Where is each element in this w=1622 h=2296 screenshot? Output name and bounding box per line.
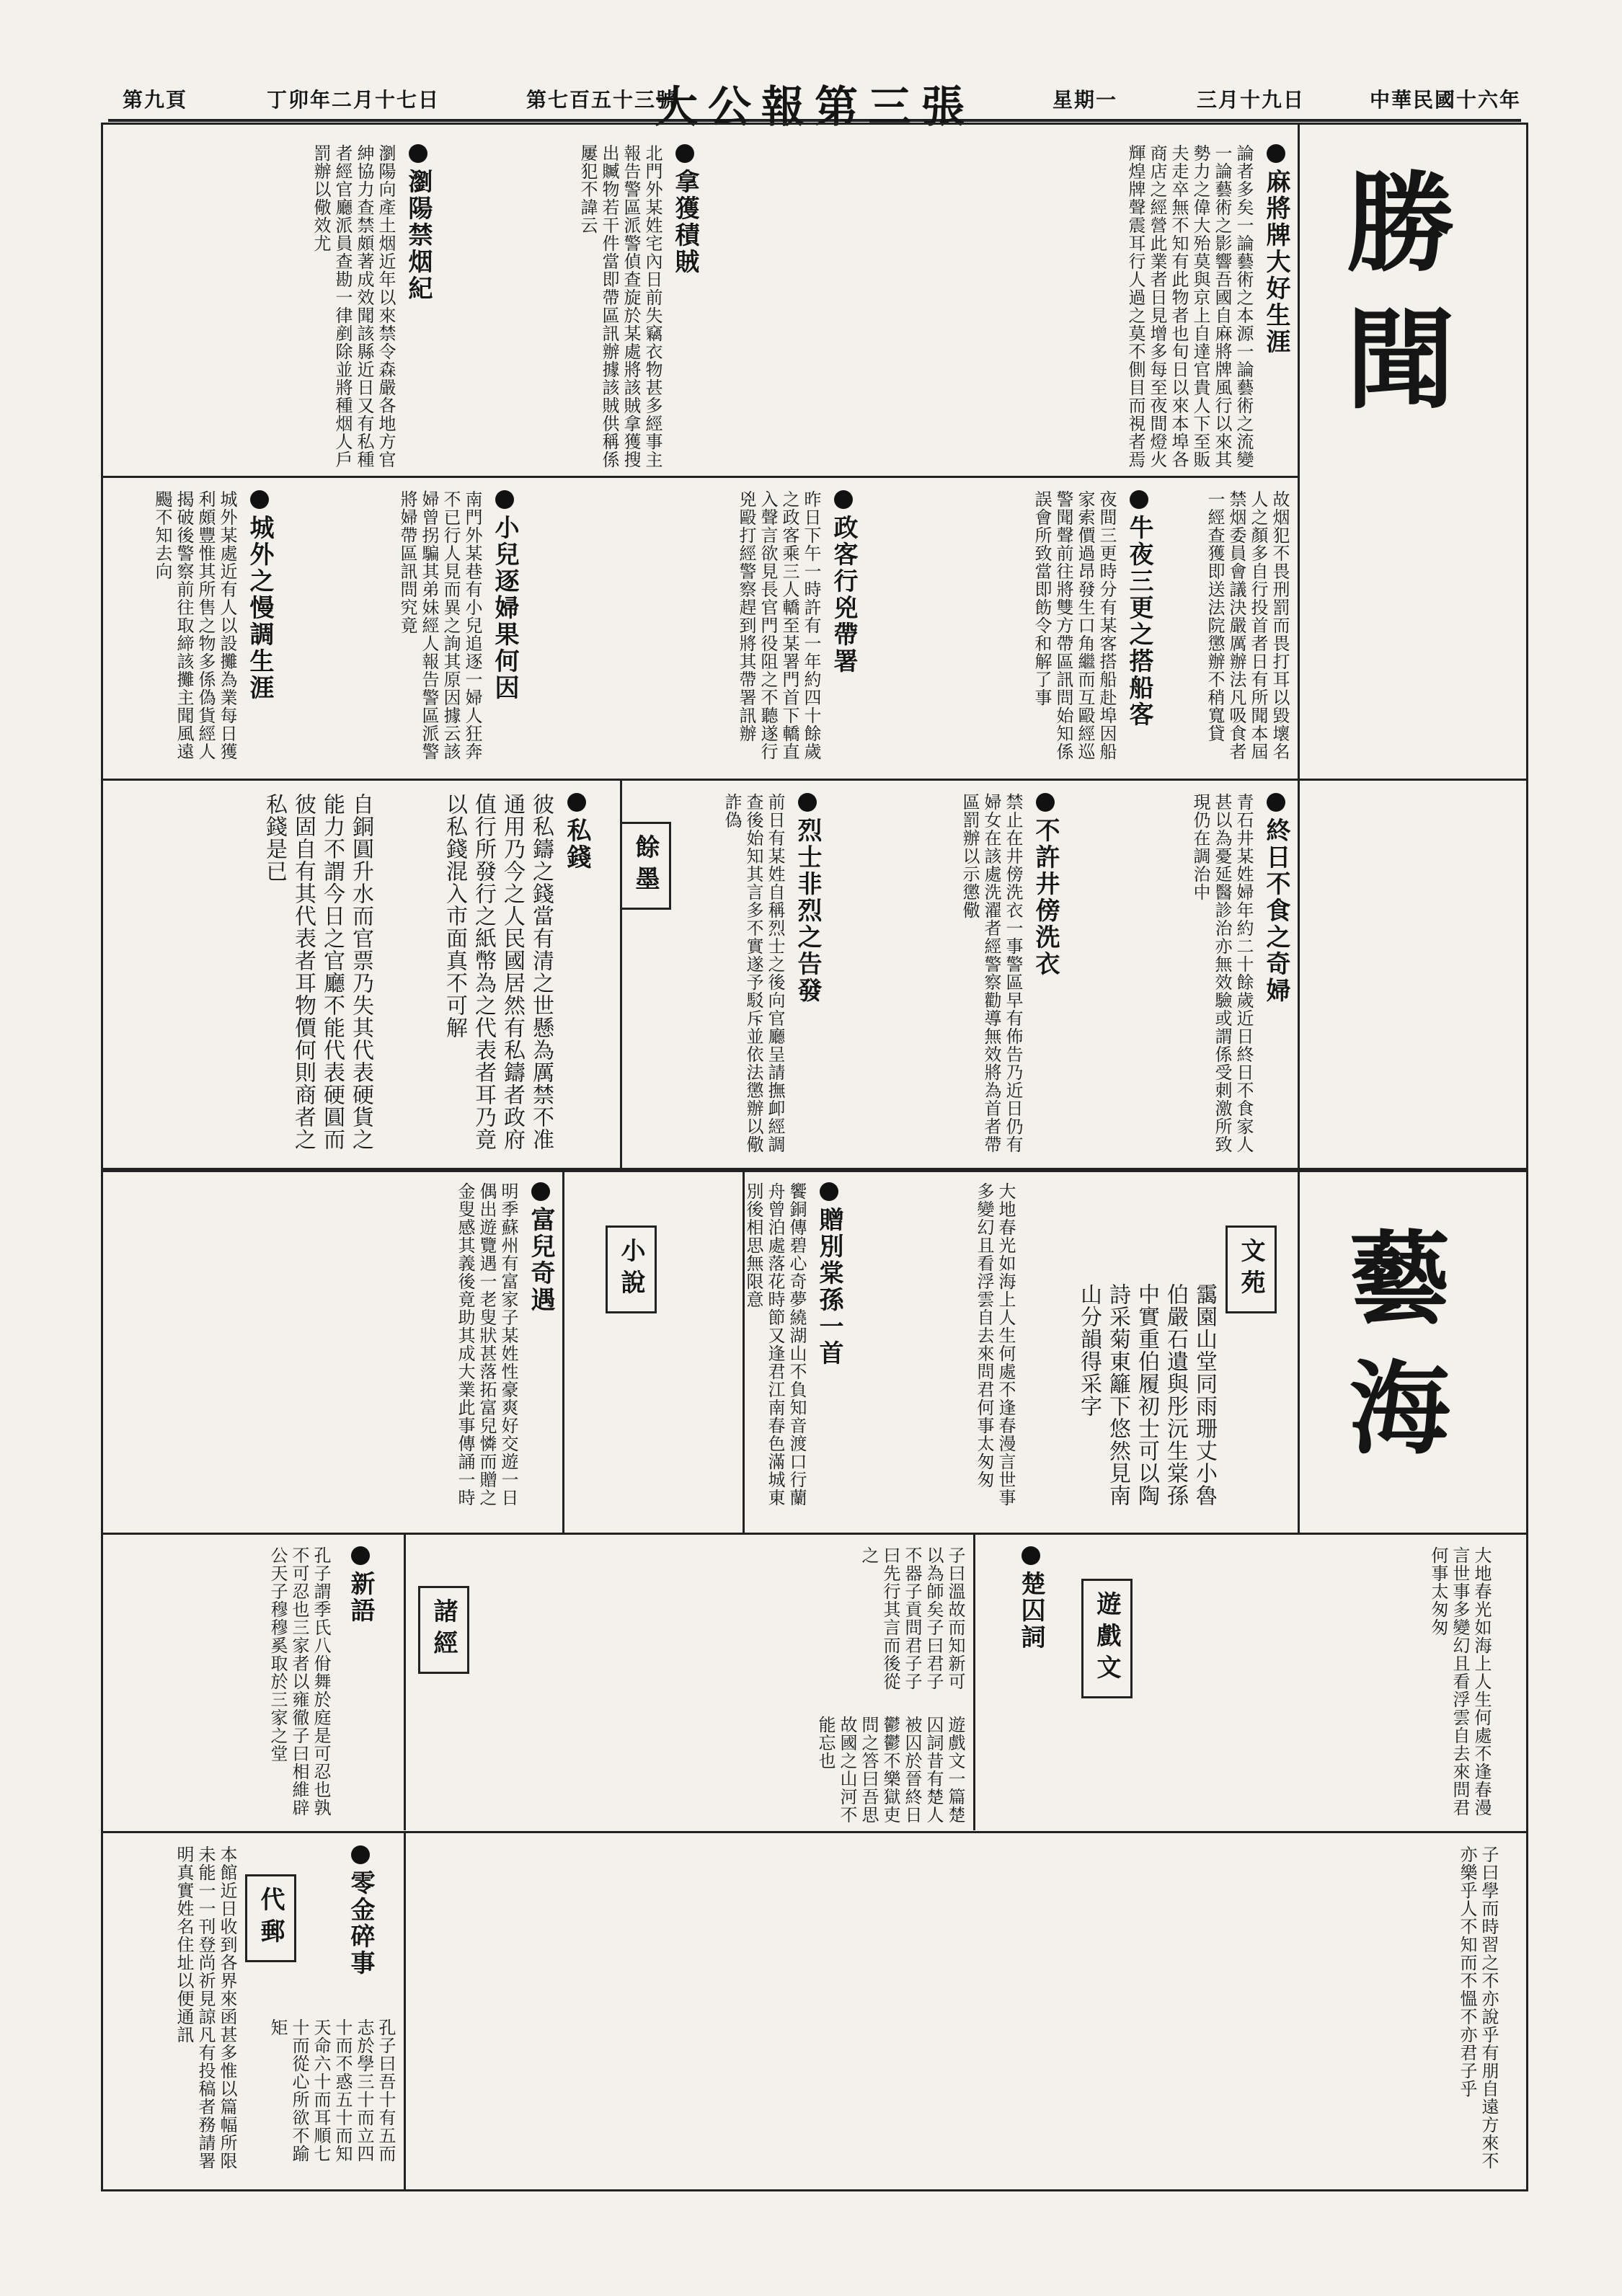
headline-martyr: 烈士非烈之告發 (793, 793, 822, 1024)
poem-farewell: 饗銅傳碧心奇夢繞湖山不負知音渡口行蘭舟曾泊處落花時節又逢君江南春色滿城東別後相思無限意 (743, 1182, 807, 1507)
headline-child: 小兒逐婦果何因 (490, 490, 519, 721)
headline-misc: 零金碎事 (346, 1845, 375, 2018)
poem-preface: 靄園山堂同雨珊丈小魯伯嚴石遺與彤沅生棠孫中實重伯履初士可以陶詩采菊東籬下悠然見南山分韻得采字 (1076, 1283, 1217, 1507)
game-label: 遊戲文 (1081, 1579, 1133, 1698)
headline-boat: 牛夜三更之搭船客 (1125, 490, 1153, 764)
headline-xinyu: 新語 (346, 1546, 375, 1690)
headline-chu: 楚囚詞 (1016, 1546, 1045, 1705)
new-sayings: 孔子謂季氏八佾舞於庭是可忍也孰不可忍也三家者以雍徹子曰相維辟公天子穆穆奚取於三家之堂 (267, 1546, 331, 1817)
divider-game (973, 1535, 975, 1830)
article-well: 禁止在井傍洗衣一事警區早有佈告乃近日仍有婦女在該處洗濯者經警察勸導無效將為首者帶區罰辦以示懲儆 (960, 793, 1023, 1153)
article-child: 南門外某巷有小兒追逐一婦人狂奔不已行人見而異之詢其原因據云該婦曾拐騙其弟妹經人報告警區派警將婦帶區訊問究竟 (397, 490, 482, 761)
issue-number: 第七百五十三號 (526, 88, 678, 112)
headline-well: 不許井傍洗衣 (1031, 793, 1060, 1009)
headline-thief: 拿獲積賊 (670, 144, 699, 360)
novel-label: 小說 (606, 1225, 657, 1313)
headline-rich: 富兒奇遇 (526, 1182, 555, 1370)
article-thief: 北門外某姓宅內日前失竊衣物甚多經事主報告警區派警偵查旋於某處將該賊拿獲搜出贓物若干件當即帶區訊辦據該賊供稱係屢犯不諱云 (577, 144, 662, 469)
game-text: 遊戲文一篇楚囚詞昔有楚人被囚於晉終日鬱鬱不樂獄吏問之答曰吾思故國之山河不能忘也 (815, 1716, 965, 1824)
headline-poem: 贈別棠孫一首 (815, 1182, 843, 1399)
divider-upper (101, 779, 1528, 781)
headline-coin: 私錢 (562, 793, 591, 908)
divider-misc (404, 1833, 406, 2190)
notice-text: 本館近日收到各界來函甚多惟以篇幅所限未能一一刊登尚祈見諒凡有投稿者務請署明真實姓名住址以便通訊 (174, 1845, 237, 2170)
classics-text: 子曰學而時習之不亦說乎有朋自遠方來不亦樂乎人不知而不慍不亦君子乎 (1457, 1845, 1499, 2170)
article-smokers: 故烟犯不畏刑罰而畏打耳以毀壞名人之顏多自行投首者日有所聞本屆禁烟委員會議決嚴厲辦法凡吸食者一經查獲即送法院懲辦不稍寬貸 (1205, 490, 1290, 761)
divider-top (101, 476, 1298, 478)
lunar-date: 丁卯年二月十七日 (267, 88, 440, 112)
arts-essay: 大地春光如海上人生何處不逢春漫言世事多變幻且看浮雲自去來問君何事太匆匆 (1428, 1546, 1492, 1817)
misc-ink-label: 餘墨 (620, 822, 671, 910)
divider-lower (101, 1533, 1528, 1535)
article-outside: 城外某處近有人以設攤為業每日獲利頗豐惟其所售之物多係偽貨經人揭破後警察前往取締該攤主聞風遠颺不知去向 (152, 490, 237, 761)
headline-liuyang: 瀏陽禁烟紀 (404, 144, 433, 360)
date-month-day: 三月十九日 (1196, 88, 1305, 112)
article-woman: 青石井某姓婦年約二十餘歲近日終日不食家人甚以為憂延醫診治亦無效驗或謂係受刺激所致現仍在調治中 (1190, 793, 1254, 1153)
poem-body: 大地春光如海上人生何處不逢春漫言世事多變幻且看浮雲自去來問君何事太匆匆 (974, 1182, 1016, 1507)
misc-text: 孔子曰吾十有五而志於學三十而立四十而不惑五十而知天命六十而耳順七十而從心所欲不踰矩 (267, 2018, 396, 2163)
article-politician: 昨日下午一時許有一年約四十餘歲之政客乘三人轎至某署門首下轎直入聲言欲見長官門役阻之不聽遂行兇毆打經警察趕到將其帶署訊辦 (736, 490, 821, 761)
headline-woman: 終日不食之奇婦 (1262, 793, 1290, 1024)
headline-outside: 城外之慢調生涯 (245, 490, 274, 721)
article-boat: 夜間三更時分有某客搭船赴埠因船家索價過昂發生口角繼而互毆經巡警聞聲前往將雙方帶區訊問始知係誤會所致當即飭令和解了事 (1032, 490, 1117, 761)
divider-novel (562, 1172, 564, 1533)
divider-main (101, 1168, 1528, 1172)
date-republic: 中華民國十六年 (1369, 88, 1521, 112)
article-martyr: 前日有某姓自稱烈士之後向官廳呈請撫卹經調查後始知其言多不實遂予駁斥並依法懲辦以儆詐偽 (722, 793, 785, 1153)
news-section-title: 勝聞 (1328, 166, 1455, 440)
weekday: 星期一 (1052, 88, 1117, 112)
arts-section-title: 藝海 (1332, 1225, 1450, 1485)
headline-mahjong: 麻將牌大好生涯 (1262, 144, 1290, 447)
paper-title: 大公報第三張 (655, 82, 975, 133)
essay-label: 文苑 (1226, 1225, 1277, 1313)
divider-arts-title (1298, 1172, 1300, 1533)
divider-bottom (101, 1831, 1528, 1833)
article-liuyang: 瀏陽向產土烟近年以來禁令森嚴各地方官紳協力查禁頗著成效聞該縣近日又有私種者經官廳派員查勘一律剷除並將種烟人戶罰辦以儆效尤 (311, 144, 396, 469)
game-lines: 子曰溫故而知新可以為師矣子曰君子不器子貢問君子子曰先行其言而後從之 (859, 1546, 965, 1690)
page-number: 第九頁 (123, 88, 188, 112)
masthead (108, 68, 1521, 133)
divider-classics (404, 1535, 406, 1830)
novel-rich-boy: 明季蘇州有富家子某姓性豪爽好交遊一日偶出遊覽遇一老叟狀甚落拓富兒憐而贈之金叟感其義後竟助其成大業此事傳誦一時 (455, 1182, 518, 1507)
article-mahjong: 論者多矣一論藝術之本源一論藝術之流變一論藝術之影響吾國自麻將牌風行以來其勢力之偉大殆莫與京上自達官貴人下至販夫走卒無不知有此物者也旬日以來本埠各商店之經營此業者日見增多每至夜間燈火輝煌牌聲震耳行人過之莫不側目而視者焉 (1125, 144, 1254, 469)
headline-politician: 政客行兇帶署 (829, 490, 858, 721)
classics-label: 諸經 (418, 1586, 469, 1674)
article-coin-2: 自銅圓升水而官票乃失其代表硬貨之能力不謂今日之官廳不能代表硬圓而彼固自有其代表者耳物價何則商者之私錢是已 (262, 793, 373, 1151)
personal-label: 代郵 (245, 1874, 296, 1962)
divider-news-title (1298, 123, 1300, 1168)
article-coin-1: 彼私鑄之錢當有清之世懸為厲禁不准通用乃今之人民國居然有私鑄者政府值行所發行之紙幣為之代表者耳乃竟以私錢混入市面真不可解 (442, 793, 554, 1151)
